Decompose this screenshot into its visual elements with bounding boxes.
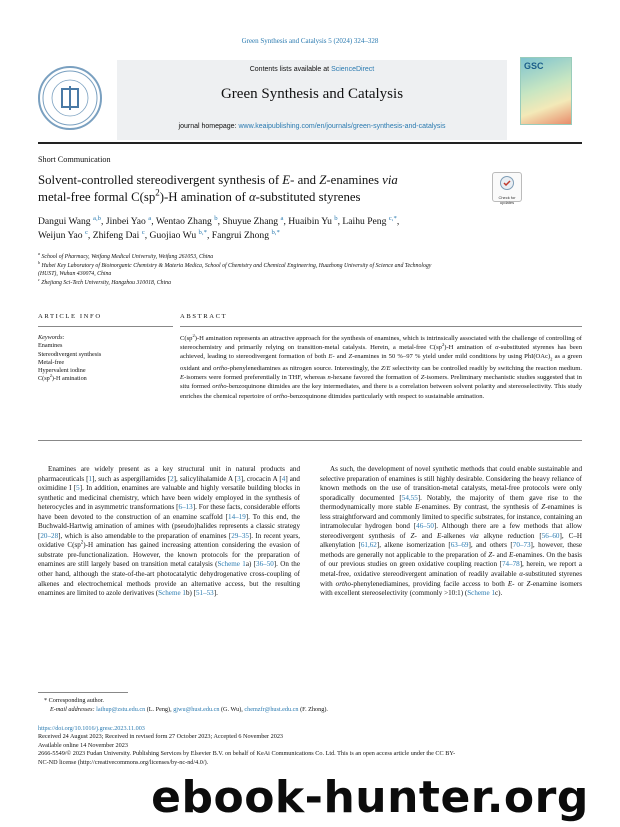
abstract-rule <box>180 326 582 327</box>
watermark: ebook-hunter.org <box>151 772 589 823</box>
body-column-right <box>320 465 582 599</box>
keywords-label: Keywords: <box>38 334 65 341</box>
paragraph-intro: Enamines are widely present as a key structural unit in natural products and pharmaceuticals [1], such as aspergillamides [2], salicylihalamide A [3], crocacin A [4] and oximidine I [5]. In addition, enamines are valuable and highly versatile building blocks in synthetic and medicinal chemistry, which have been widely employed in the synthesis of heterocycles and in asymmetric transformations [6–13]. For these facts, considerable efforts have been devoted to the construction of an enamine scaffold [14–19]. To this end, the Buchwald-Hartwig amination of amines with (pseudo)halides represents a classic strategy [20–28], which is also amendable to the preparation of enamines [29–35]. In recent years, oxidative $C(sp^2)-H$ amination has gained increasing attention considering the evasion of substrate pre-functionalization. However, the known protocols for the preparation of enamines are still largely based on transition metal catalysis (Scheme 1a) [36–50]. On the other hand, although the state-of-the-art photocatalytic dehydrogenative cross-coupling of alkenes and electrochemical methods provide an alternative access, but the resulting enamines are limited to azole derivatives (Scheme 1b) [51–53]. <box>38 465 300 598</box>
keywords-block <box>38 334 173 384</box>
received-dates: Received 24 August 2023; Received in revised form 27 October 2023; Accepted 6 November 2023 <box>38 733 284 741</box>
email-wu[interactable]: gjwu@hust.edu.cn <box>173 705 220 713</box>
email-zhong[interactable]: chemzfr@hust.edu.cn <box>244 705 299 713</box>
homepage-link[interactable]: www.keaipublishing.com/en/journals/green-synthesis-and-catalysis <box>238 123 446 130</box>
available-online: Available online 14 November 2023 <box>38 741 128 749</box>
publication-info <box>38 725 582 767</box>
journal-cover <box>520 57 572 125</box>
keyword-4: Hypervalent iodine <box>38 367 86 375</box>
email-peng[interactable]: laihup@zstu.edu.cn <box>96 705 146 713</box>
article-info-heading: ARTICLE INFO <box>38 313 102 320</box>
check-updates-label: Check for updates <box>498 195 516 205</box>
sciencedirect-link[interactable]: ScienceDirect <box>331 66 375 73</box>
authors <box>38 215 583 243</box>
abstract-heading: ABSTRACT <box>180 313 228 320</box>
article-info-rule <box>38 326 173 327</box>
keyword-2: Stereodivergent synthesis <box>38 350 102 358</box>
journal-title: Green Synthesis and Catalysis <box>220 86 404 102</box>
email-wu-who: (G. Wu), <box>219 705 245 713</box>
corresponding-author: * Corresponding author. <box>44 697 104 704</box>
authors-line-1: Dangui Wang $^{a,b}$, Jinbei Yao $^a$, Wentao Zhang $^b$, Shuyue Zhang $^a$, Huaibin Yu $^b$, Laihu Peng $^{c,*}$, <box>38 214 400 227</box>
keyword-3: Metal-free <box>38 358 65 366</box>
abstract-text: $C(sp^2)-H$ amination represents an attractive approach for the synthesis of enamines, which is intrinsically associated with the challenge of controlling of stereochemistry and primarily relying on transition-metal catalysis. Herein, a metal-free $C(sp^2)-H$ amination of α-substituted styrenes has been achieved, leading to stereodivergent formation of both E- and Z-enamines in 50 %–97 % yield under mild conditions by using $PhI(OAc)_2$ as a green oxidant and ortho-phenylenediamines as nitrogen source. Interestingly, the Z/E selectivity can be controlled readily by switching the reaction medium. E-isomers were formed preferentially in THF, whereas n-hexane favored the formation of Z-isomers. Preliminary mechanistic studies suggested that in situ formed ortho-benzoquinone diimides are the key intermediates, and there is a correlation between solvent polarity and stereoselectivity. This study enriches the chemical repertoire of ortho-benzoquinone diimides particularly with respect to sustainable amination. <box>180 332 583 400</box>
cover-label: GSC <box>524 61 544 71</box>
abstract-bottom-rule <box>38 440 582 441</box>
email-label: E-mail addresses: <box>50 705 97 713</box>
affiliation-b-cont: (HUST), Wuhan 430074, China <box>38 271 112 277</box>
contents-prefix: Contents lists available at <box>249 66 332 73</box>
doi-link[interactable]: https://doi.org/10.1016/j.gresc.2023.11.003 <box>38 725 145 732</box>
contents-line <box>117 66 507 73</box>
header-rule <box>38 142 582 144</box>
footnote-rule <box>38 692 128 693</box>
affiliation-a: $^a$ School of Pharmacy, Weifang Medical University, Weifang 261053, China <box>38 251 214 260</box>
authors-line-2: Weijun Yao $^c$, Zhifeng Dai $^c$, Guojiao Wu $^{b,*}$, Fangrui Zhong $^{b,*}$ <box>38 228 280 241</box>
check-for-updates-button[interactable] <box>492 172 522 205</box>
homepage-prefix: journal homepage: <box>178 123 239 130</box>
article-type: Short Communication <box>38 155 111 164</box>
title-line-2: metal-free formal $C(sp^2)-H$ amination of α-substituted styrenes <box>38 187 361 204</box>
email-line <box>38 706 582 715</box>
body-column-left <box>38 465 300 599</box>
affiliation-b: $^b$ Hubei Key Laboratory of Bioinorganic Chemistry & Materia Medica, School of Chemistry and Chemical Engineering, Huazhong University of Science and Technology <box>38 259 432 269</box>
paragraph-motivation: As such, the development of novel synthetic methods that could enable sustainable and selective preparation of enamines is still highly desirable. Considering the heavy reliance of known methods on the use of transition-metal catalysts, metal-free protocols were only sporadically documented [54,55]. Notably, the majority of them gave rise to the thermodynamically more stable E-enamines. By contrast, the synthesis of Z-enamines is less straightforward and commonly limited to specific substrates, for instance, containing an intramolecular hydrogen bond [46–50]. Although there are a few methods that allow stereodivergent synthesis of Z- and E-alkenes via alkyne reduction [56–60], C–H alkenylation [61,62], alkene isomerization [63–69], and others [70–73], however, these methods are generally not applicable to the preparation of Z- and E-enamines. On the basis of our previous studies on green oxidative coupling reaction [74–78], herein, we report a metal-free, oxidative stereodivergent amination of readily available α-substituted styrenes with ortho-phenylenediamines, providing facile access to both E- or Z-enamine isomers with excellent stereoselectivity (commonly >10:1) (Scheme 1c). <box>320 465 583 598</box>
fudan-seal-icon <box>40 68 100 128</box>
journal-reference[interactable]: Green Synthesis and Catalysis 5 (2024) 324–328 <box>241 37 379 45</box>
copyright-line-1: 2666-5549/© 2023 Fudan University. Publishing Services by Elsevier B.V. on behalf of KeAi Communications Co. Ltd. This is an open access article under the CC BY- <box>38 750 456 758</box>
email-peng-who: (L. Peng), <box>145 705 174 713</box>
homepage-line <box>117 123 507 130</box>
copyright-line-2: NC-ND license (http://creativecommons.org/licenses/by-nc-nd/4.0/). <box>38 758 209 766</box>
email-zhong-who: (F. Zhong). <box>298 705 328 713</box>
check-updates-icon <box>499 175 515 191</box>
fudan-logo <box>38 66 102 130</box>
keyword-5: $C(sp^2)-H$ amination <box>38 373 87 383</box>
footnotes <box>38 697 582 714</box>
affiliations <box>38 253 583 287</box>
affiliation-c: $^c$ Zhejiang Sci-Tech University, Hangzhou 310018, China <box>38 276 171 286</box>
keyword-1: Enamines <box>38 342 63 350</box>
title-line-1: Solvent-controlled stereodivergent synthesis of E- and Z-enamines via <box>38 173 398 187</box>
article-title <box>38 172 478 206</box>
